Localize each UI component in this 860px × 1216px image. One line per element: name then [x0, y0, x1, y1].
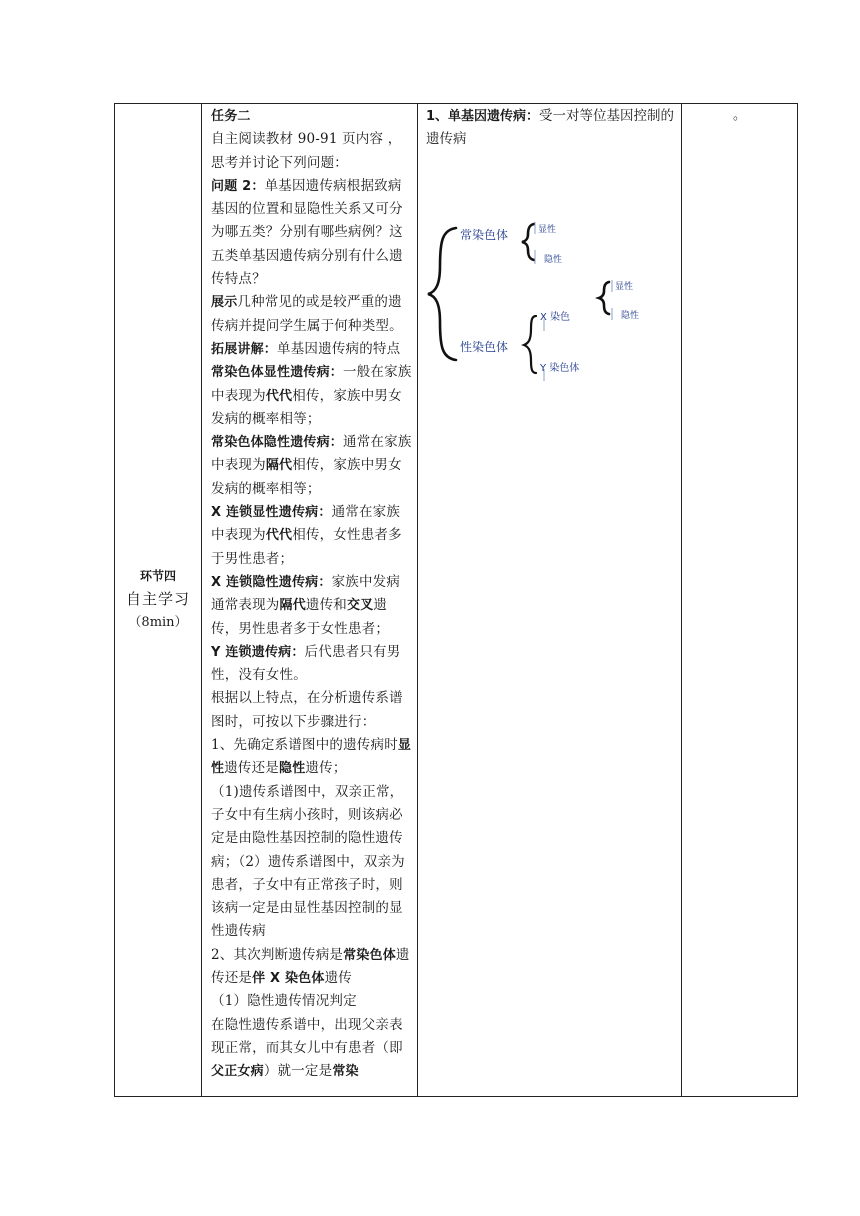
teacher-activity-cell — [202, 104, 418, 1097]
expand-paragraph: 拓展讲解：单基因遗传病的特点 — [211, 340, 401, 357]
autosome-label: 常染色体 — [460, 227, 509, 242]
stage-title: 自主学习 — [125, 590, 190, 608]
y-chromosome-label: Y 染色体 — [540, 362, 580, 374]
x-chromosome-label: X 染色 — [540, 311, 571, 323]
autosome-brace-icon — [522, 224, 534, 260]
classification-diagram — [418, 192, 658, 382]
main-brace-icon — [428, 228, 456, 360]
notes-mark: 。 — [732, 108, 746, 123]
student-activity-text — [418, 104, 681, 152]
step-2-sub: （1）隐性遗传情况判定 — [211, 993, 357, 1010]
answer-heading: 1、单基因遗传病：受一对等位基因控制的遗传病 — [426, 108, 675, 148]
sex-chrom-brace-icon — [524, 316, 536, 373]
sex-chromosome-label: 性染色体 — [460, 339, 509, 354]
question-2: 问题 2：单基因遗传病根据致病基因的位置和显隐性关系又可分为哪五类？分别有哪些病例？这五类单基因遗传病分别有什么遗传特点？ — [211, 177, 403, 288]
y-linked-paragraph: Y 连锁遗传病：后代患者只有男性，没有女性。 — [211, 643, 401, 684]
task-heading: 任务二 — [211, 109, 251, 124]
show-paragraph: 展示几种常见的或是较严重的遗传病并提问学生属于何种类型。 — [211, 294, 403, 334]
analysis-intro: 根据以上特点，在分析遗传系谱图时，可按以下步骤进行： — [211, 690, 403, 730]
stage-time: （8min） — [128, 615, 188, 630]
step-2-detail: 在隐性遗传系谱中，出现父亲表现正常，而其女儿中有患者（即父正女病）就一定是常染 — [211, 1016, 403, 1080]
table-row — [115, 104, 798, 1097]
x-dominant-paragraph: X 连锁显性遗传病：通常在家族中表现为代代相传，女性患者多于男性患者； — [211, 504, 402, 567]
lesson-plan-table — [114, 103, 798, 1097]
student-activity-cell — [418, 104, 682, 1097]
x-recessive-paragraph: X 连锁隐性遗传病：家族中发病通常表现为隔代遗传和交叉遗传，男性患者多于女性患者； — [211, 573, 401, 637]
dominant-2-label: 显性 — [615, 281, 634, 292]
teacher-activity-text — [202, 104, 417, 1083]
task-intro: 自主阅读教材 90-91 页内容 ，思考并讨论下列问题： — [211, 131, 402, 171]
recessive-2-label: 隐性 — [621, 310, 640, 321]
step-1: 1、先确定系谱图中的遗传病时显性遗传还是隐性遗传； — [211, 737, 412, 777]
stage-name: 环节四 — [139, 569, 176, 583]
step-2: 2、其次判断遗传病是常染色体遗传还是伴 X 染色体遗传 — [211, 946, 410, 986]
stage-cell — [115, 104, 202, 1097]
step-1-detail: （1)遗传系谱图中，双亲正常，子女中有生病小孩时，则该病必定是由隐性基因控制的隐性遗传病；（2）遗传系谱图中，双亲为患者，子女中有正常孩子时，则该病一定是由显性基因控制的显性遗传病 — [211, 783, 405, 940]
notes-cell — [682, 104, 798, 1097]
dominant-1-label: 显性 — [538, 224, 557, 235]
x-brace-icon — [599, 282, 609, 314]
recessive-1-label: 隐性 — [544, 254, 563, 265]
autosomal-recessive-paragraph: 常染色体隐性遗传病：通常在家族中表现为隔代相传，家族中男女发病的概率相等； — [211, 434, 412, 497]
autosomal-dominant-paragraph: 常染色体显性遗传病：一般在家族中表现为代代相传，家族中男女发病的概率相等； — [211, 364, 412, 427]
